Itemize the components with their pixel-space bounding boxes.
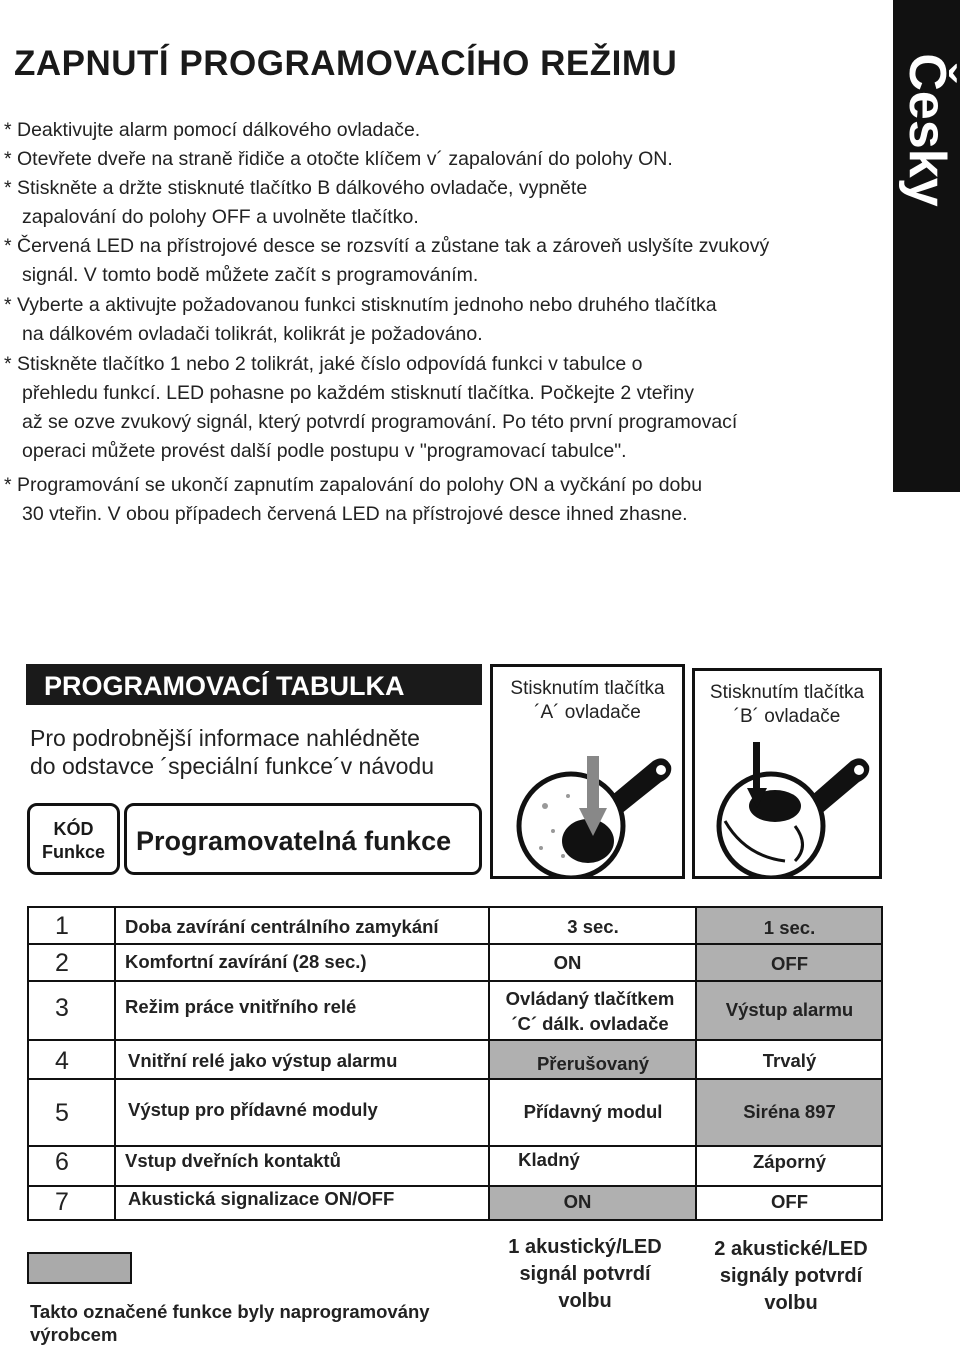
table-row-code: 6 bbox=[55, 1148, 69, 1176]
table-row-function: Akustická signalizace ON/OFF bbox=[128, 1188, 395, 1209]
table-divider bbox=[27, 980, 883, 982]
instruction-3: * Stiskněte a držte stisknuté tlačítko B dálkového ovladače, vypněte zapalování do polohy OFF a uvolněte tlačítko. bbox=[4, 177, 588, 228]
remote-control-b-icon bbox=[695, 736, 879, 876]
table-row-a: Přerušovaný bbox=[536, 1053, 650, 1074]
language-label: Česky bbox=[897, 53, 956, 207]
table-row-function: Režim práce vnitřního relé bbox=[125, 996, 357, 1017]
instruction-6: * Stiskněte tlačítko 1 nebo 2 tolikrát, jaké číslo odpovídá funkci v tabulce o přehledu funkcí. LED pohasne po každém stisknutí tlačítka. Počkejte 2 vteřiny až se ozve zvukový signál, který potvrdí programování. Po této první programovací operaci můžete provést další podle postupu v "programovací tabulce". bbox=[4, 353, 738, 462]
table-divider bbox=[27, 1078, 883, 1080]
instruction-4: * Červená LED na přístrojové desce se rozsvítí a zůstane tak a zároveň uslyšíte zvukový signál. V tomto bodě můžete začít s programováním. bbox=[4, 235, 770, 286]
table-row-function: Vnitřní relé jako výstup alarmu bbox=[128, 1050, 398, 1071]
table-row-a: 3 sec. bbox=[567, 916, 619, 937]
page-title: ZAPNUTÍ PROGRAMOVACÍHO REŽIMU bbox=[14, 44, 678, 83]
table-row-b: Trvalý bbox=[762, 1050, 817, 1071]
function-column-header: Programovatelná funkce bbox=[124, 803, 482, 875]
table-row-a: Přídavný modul bbox=[523, 1101, 663, 1122]
table-row-code: 5 bbox=[55, 1099, 69, 1127]
table-row-b: OFF bbox=[771, 953, 808, 974]
table-row-function: Doba zavírání centrálního zamykání bbox=[125, 916, 439, 937]
table-row-code: 1 bbox=[55, 912, 69, 940]
table-row-a: Kladný bbox=[518, 1149, 580, 1170]
table-row-b: OFF bbox=[771, 1191, 808, 1212]
confirm-a-text: 1 akustický/LED signál potvrdí volbu bbox=[508, 1236, 662, 1312]
table-divider bbox=[27, 943, 883, 945]
table-row-code: 2 bbox=[55, 949, 69, 977]
table-row-a: ON bbox=[553, 952, 582, 973]
legend-text: Takto označené funkce byly naprogramovány výrobcem bbox=[30, 1301, 430, 1345]
confirm-b-text: 2 akustické/LED signály potvrdí volbu bbox=[714, 1238, 868, 1314]
instruction-5: * Vyberte a aktivujte požadovanou funkci stisknutím jednoho nebo druhého tlačítka na dálkovém ovladači tolikrát, kolikrát je požadováno. bbox=[4, 294, 717, 345]
table-row-function: Vstup dveřních kontaktů bbox=[125, 1150, 341, 1171]
factory-default-swatch bbox=[27, 1252, 132, 1284]
table-row-code: 7 bbox=[55, 1188, 69, 1216]
remote-control-a-icon bbox=[493, 736, 682, 876]
table-row-b: Záporný bbox=[753, 1151, 826, 1172]
table-row-function: Komfortní zavírání (28 sec.) bbox=[125, 951, 367, 972]
instruction-1: * Deaktivujte alarm pomocí dálkového ovladače. bbox=[4, 119, 421, 141]
table-row-function: Výstup pro přídavné moduly bbox=[128, 1099, 378, 1120]
instruction-2: * Otevřete dveře na straně řidiče a otočte klíčem v´ zapalování do polohy ON. bbox=[4, 148, 673, 170]
table-row-b: Výstup alarmu bbox=[725, 999, 854, 1020]
table-row-code: 4 bbox=[55, 1047, 69, 1075]
table-divider bbox=[114, 906, 116, 1221]
table-divider bbox=[27, 1185, 883, 1187]
table-divider bbox=[27, 1145, 883, 1147]
table-row-b: Siréna 897 bbox=[743, 1101, 836, 1122]
code-column-header: KÓD Funkce bbox=[27, 803, 120, 875]
programming-table-title: PROGRAMOVACÍ TABULKA bbox=[26, 664, 482, 705]
table-row-a: Ovládaný tlačítkem ´C´ dálk. ovladače bbox=[505, 988, 675, 1034]
button-a-column-header: Stisknutím tlačítka ´A´ ovladače bbox=[490, 664, 685, 879]
programming-table-info: Pro podrobnější informace nahlédněte do odstavce ´speciální funkce´v návodu bbox=[30, 725, 435, 779]
language-tab bbox=[893, 0, 960, 492]
table-row-a: ON bbox=[563, 1191, 592, 1212]
table-divider bbox=[27, 1039, 883, 1041]
table-row-b: 1 sec. bbox=[763, 917, 816, 938]
instruction-7: * Programování se ukončí zapnutím zapalování do polohy ON a vyčkání po dobu 30 vteřin. V obou případech červená LED na přístrojové desce ihned zhasne. bbox=[4, 474, 703, 525]
table-row-code: 3 bbox=[55, 994, 69, 1022]
button-b-column-header: Stisknutím tlačítka ´B´ ovladače bbox=[692, 668, 882, 879]
